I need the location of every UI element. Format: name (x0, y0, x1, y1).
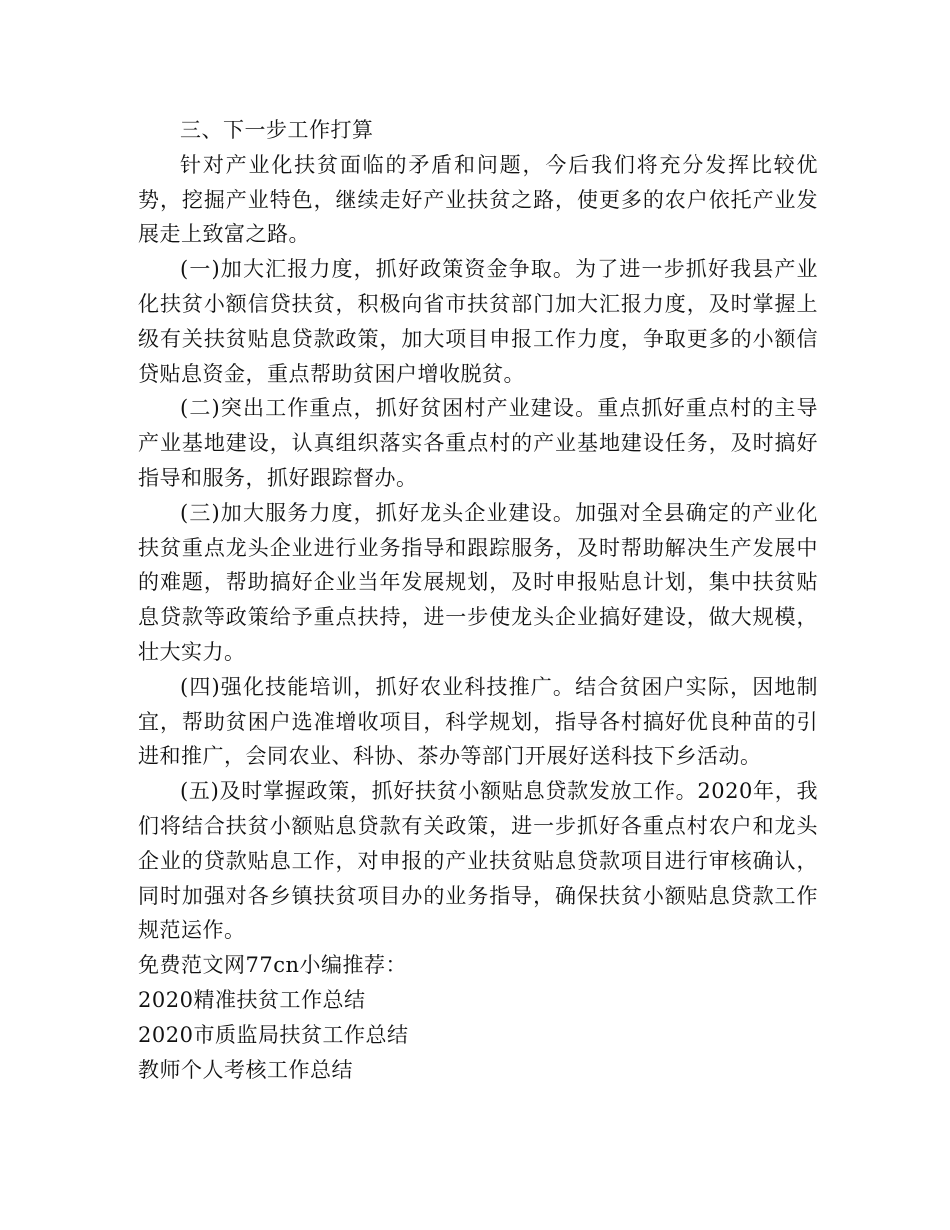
paragraph-item-1: (一)加大汇报力度，抓好政策资金争取。为了进一步抓好我县产业化扶贫小额信贷扶贫，积极向省市扶贫部门加大汇报力度，及时掌握上级有关扶贫贴息贷款政策，加大项目申报工作力度，争取更多的小额信贷贴息资金，重点帮助贫困户增收脱贫。 (138, 257, 818, 386)
paragraph-item-5: (五)及时掌握政策，抓好扶贫小额贴息贷款发放工作。2020年，我们将结合扶贫小额贴息贷款有关政策，进一步抓好各重点村农户和龙头企业的贷款贴息工作，对申报的产业扶贫贴息贷款项目进行审核确认，同时加强对各乡镇扶贫项目办的业务指导，确保扶贫小额贴息贷款工作规范运作。 (138, 779, 818, 943)
paragraph-item-4: (四)强化技能培训，抓好农业科技推广。结合贫困户实际，因地制宜，帮助贫困户选准增收项目，科学规划，指导各村搞好优良种苗的引进和推广，会同农业、科协、茶办等部门开展好送科技下乡活动。 (138, 674, 818, 769)
paragraph-item-2: (二)突出工作重点，抓好贫困村产业建设。重点抓好重点村的主导产业基地建设，认真组织落实各重点村的产业基地建设任务，及时搞好指导和服务，抓好跟踪督办。 (138, 396, 818, 490)
recommend-link-2[interactable]: 2020市质监局扶贫工作总结 (138, 1022, 409, 1047)
paragraph-intro: 针对产业化扶贫面临的矛盾和问题，今后我们将充分发挥比较优势，挖掘产业特色，继续走好产业扶贫之路，使更多的农户依托产业发展走上致富之路。 (138, 152, 818, 247)
recommend-link-1[interactable]: 2020精准扶贫工作总结 (138, 987, 366, 1012)
recommend-link-3[interactable]: 教师个人考核工作总结 (138, 1057, 353, 1082)
paragraph-item-3: (三)加大服务力度，抓好龙头企业建设。加强对全县确定的产业化扶贫重点龙头企业进行业务指导和跟踪服务，及时帮助解决生产发展中的难题，帮助搞好企业当年发展规划，及时申报贴息计划，集中扶贫贴息贷款等政策给予重点扶持，进一步使龙头企业搞好建设，做大规模，壮大实力。 (138, 500, 818, 664)
recommend-label: 免费范文网77cn小编推荐： (138, 953, 408, 978)
section-heading: 三、下一步工作打算 (180, 118, 374, 142)
document-body (138, 113, 818, 1087)
